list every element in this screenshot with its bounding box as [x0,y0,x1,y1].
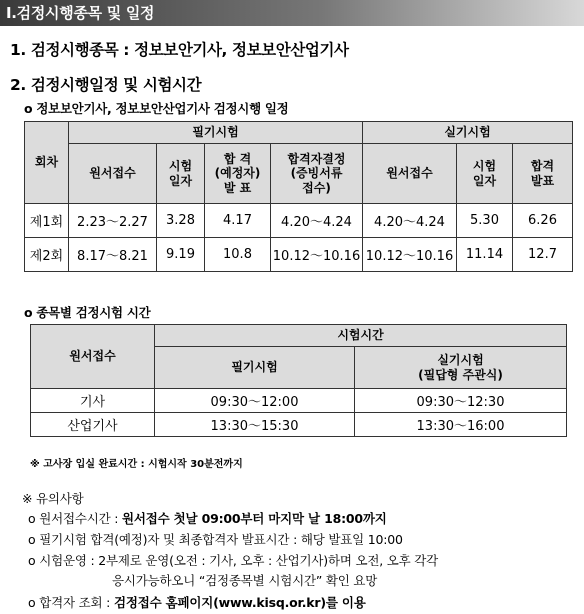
practical-exam-header: 실기시험 [363,122,573,144]
cell: 09:30～12:30 [355,389,567,413]
entry-time-note: ※ 고사장 입실 완료시간 : 시험시작 30분전까지 [30,459,243,470]
cell: 11.14 [457,238,513,272]
cell: 6.26 [513,204,573,238]
schedule-table [24,121,573,272]
caution-item-4: o 합격자 조회 : 검정접수 홈페이지(www.kisq.or.kr)를 이용 [28,595,366,610]
section-banner: Ⅰ.검정시행종목 및 일정 [0,0,584,26]
caution-item-1: o 원서접수시간 : 원서접수 첫날 09:00부터 마지막 날 18:00까지 [28,511,387,526]
cell: 8.17～8.21 [69,238,157,272]
written-pass-header: 합 격 (예정자) 발 표 [205,144,271,204]
exam-times-table [30,324,567,437]
schedule-heading: o 정보보안기사, 정보보안산업기사 검정시행 일정 [24,101,289,116]
cell: 4.20～4.24 [271,204,363,238]
table-row [31,413,567,437]
cell: 13:30～15:30 [155,413,355,437]
pass-confirm-header: 합격자결정 (증빙서류 접수) [271,144,363,204]
cell: 10.8 [205,238,271,272]
table-row [31,389,567,413]
cell: 2.23～2.27 [69,204,157,238]
cell: 3.28 [157,204,205,238]
practical-apply-header: 원서접수 [363,144,457,204]
round-header: 회차 [25,122,69,204]
written-exam-header: 필기시험 [69,122,363,144]
cell: 13:30～16:00 [355,413,567,437]
practical-time-header: 실기시험 (필답형 주관식) [355,347,567,389]
cell: 기사 [31,389,155,413]
caution-item-2: o 필기시험 합격(예정)자 및 최종합격자 발표시간 : 해당 발표일 10:00 [28,532,403,547]
cell: 5.30 [457,204,513,238]
practical-date-header: 시험 일자 [457,144,513,204]
written-date-header: 시험 일자 [157,144,205,204]
cell: 4.20～4.24 [363,204,457,238]
cell: 제1회 [25,204,69,238]
times-apply-header: 원서접수 [31,325,155,389]
section-1-heading: 1. 검정시행종목 : 정보보안기사, 정보보안산업기사 [10,41,349,59]
caution-item-3-cont: 응시가능하오니 “검정종목별 시험시간” 확인 요망 [112,573,378,588]
cell: 12.7 [513,238,573,272]
cell: 4.17 [205,204,271,238]
times-heading: o 종목별 검정시험 시간 [24,305,151,320]
cell: 10.12～10.16 [363,238,457,272]
cell: 제2회 [25,238,69,272]
written-apply-header: 원서접수 [69,144,157,204]
cell: 9.19 [157,238,205,272]
exam-time-header: 시험시간 [155,325,567,347]
section-2-heading: 2. 검정시행일정 및 시험시간 [10,76,202,94]
table-row [25,204,573,238]
cell: 09:30～12:00 [155,389,355,413]
cell: 산업기사 [31,413,155,437]
written-time-header: 필기시험 [155,347,355,389]
caution-title: ※ 유의사항 [22,491,84,506]
practical-pass-header: 합격 발표 [513,144,573,204]
caution-item-3: o 시험운영 : 2부제로 운영(오전 : 기사, 오후 : 산업기사)하며 오전, 오후 각각 [28,553,439,568]
cell: 10.12～10.16 [271,238,363,272]
table-row [25,238,573,272]
